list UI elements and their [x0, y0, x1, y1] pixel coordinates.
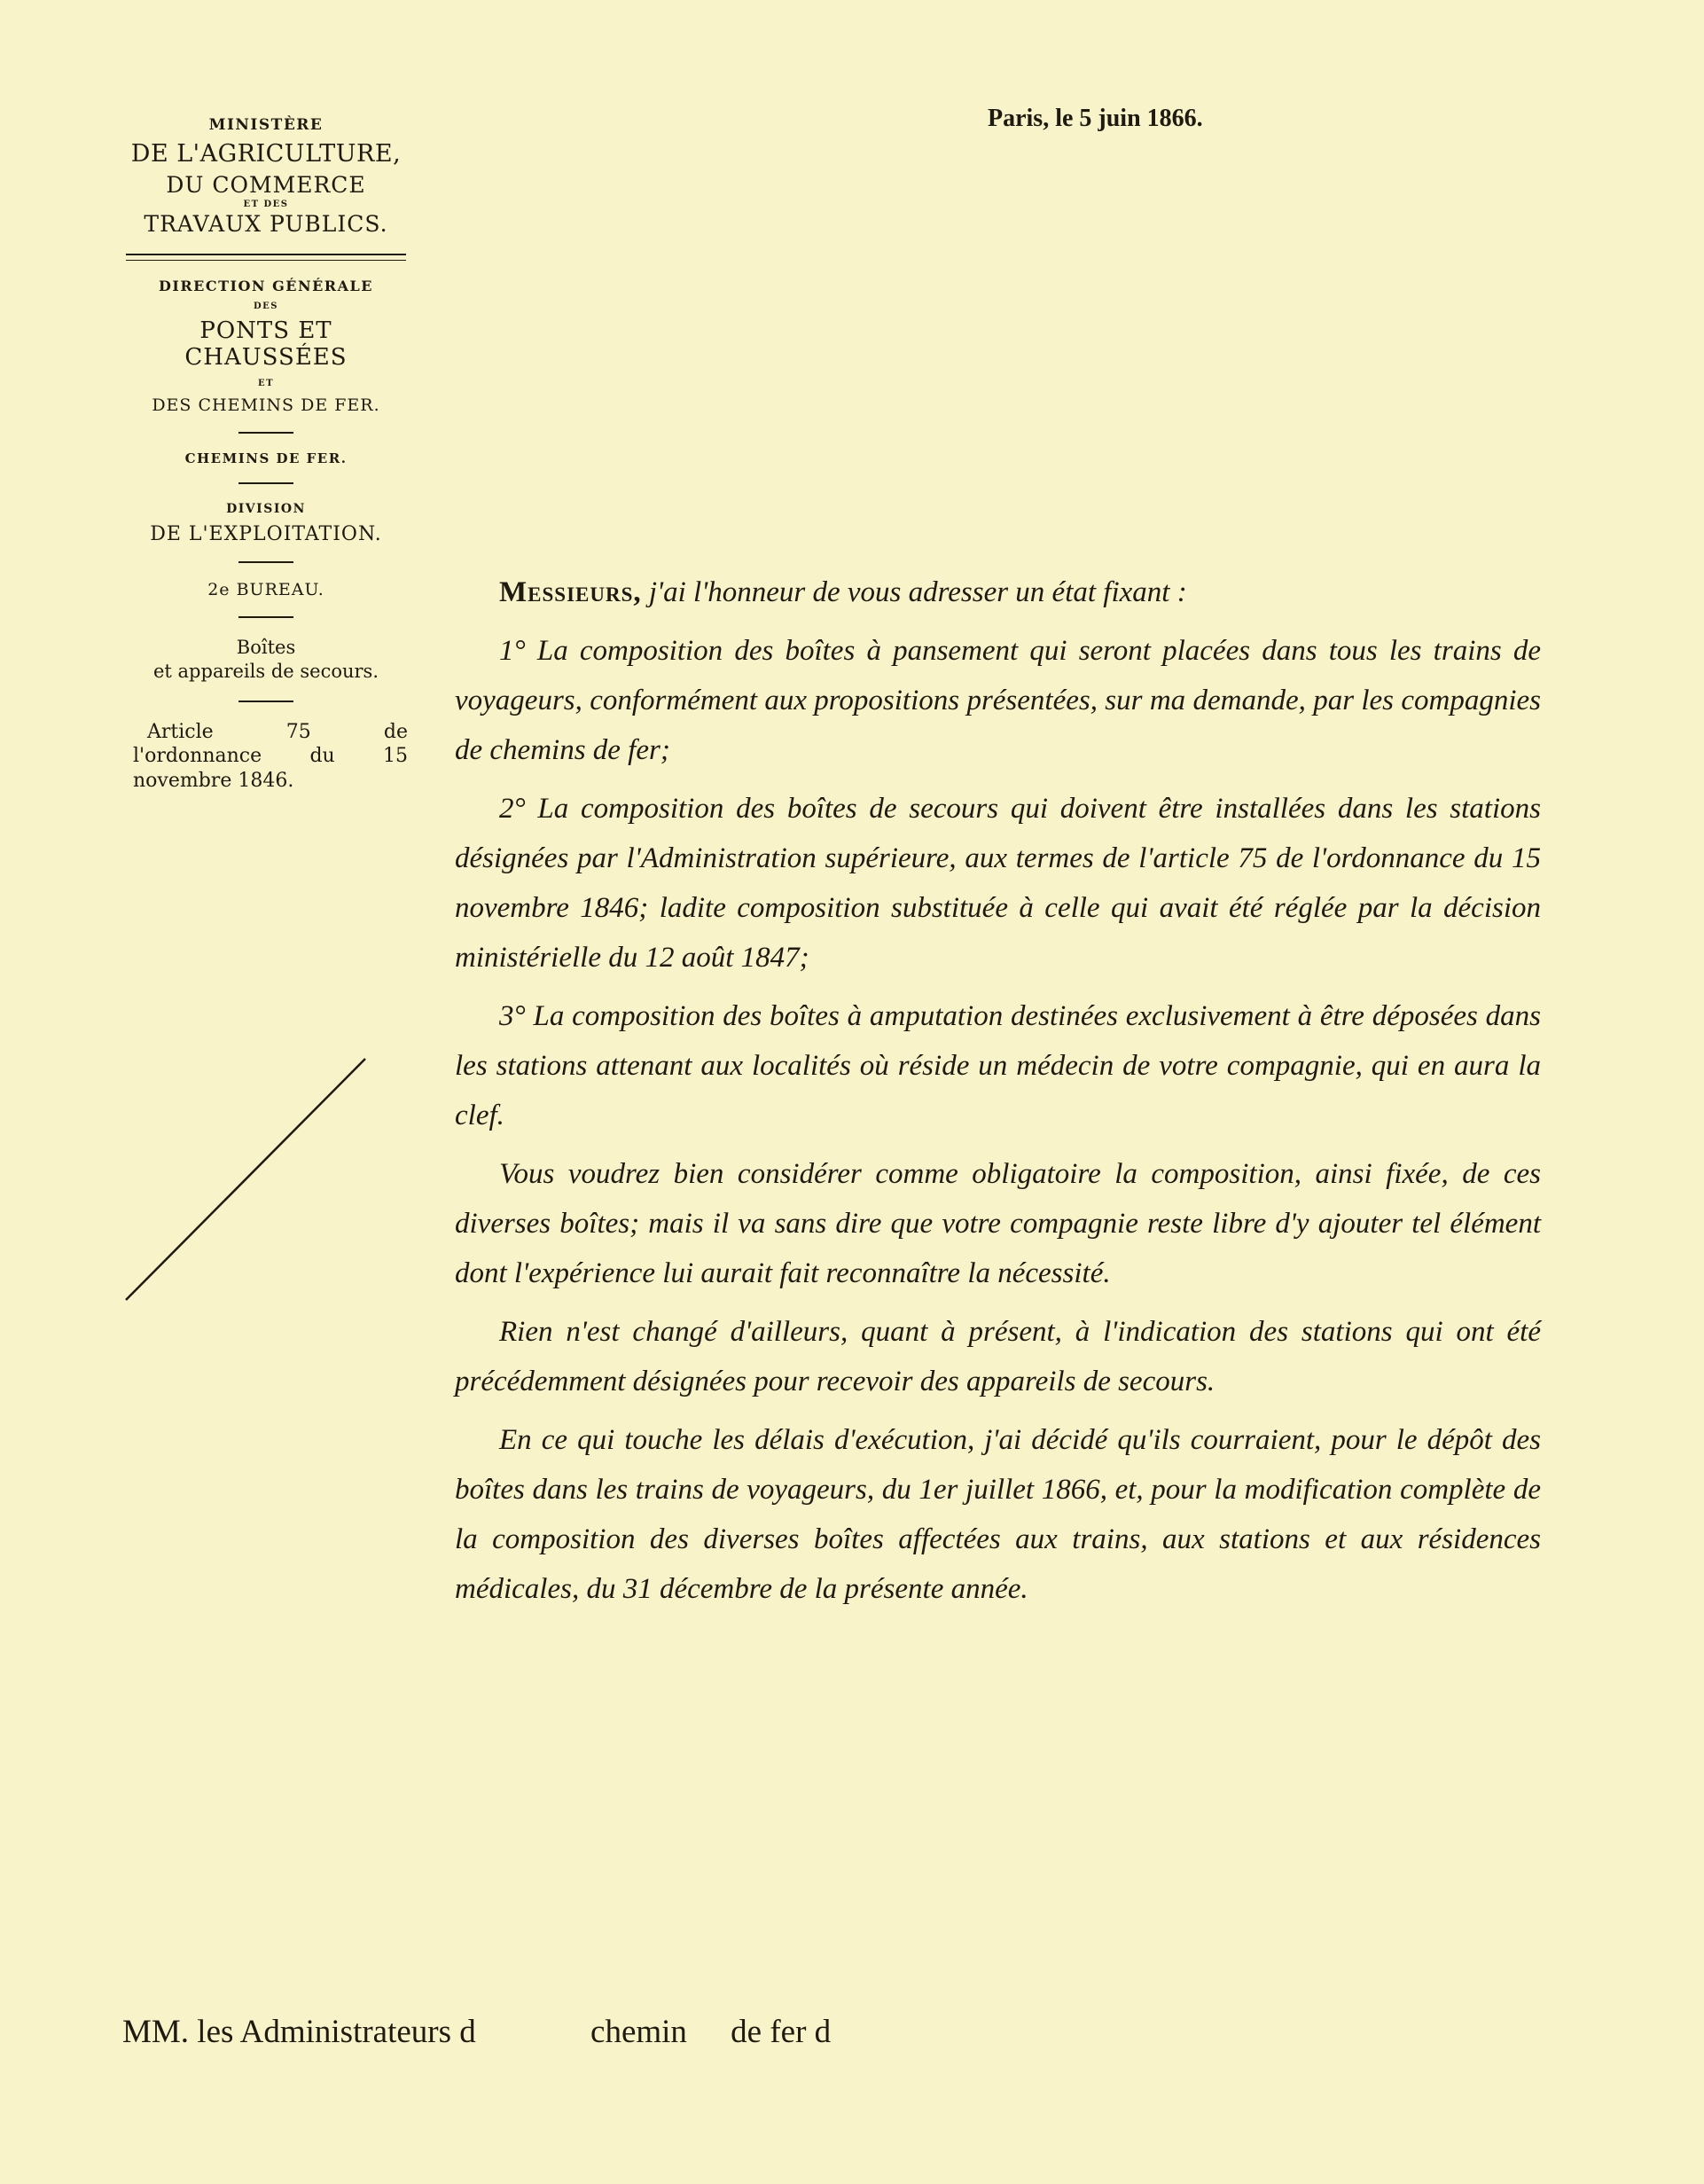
reference-note [115, 720, 417, 794]
ministry-line3: TRAVAUX PUBLICS. [144, 210, 388, 237]
salutation: Messieurs, [499, 576, 642, 608]
direction-line1: PONTS ET CHAUSSÉES [184, 317, 348, 372]
section-label: CHEMINS DE FER. [184, 450, 348, 466]
direction-line2: DES CHEMINS DE FER. [152, 395, 380, 415]
division-label: DIVISION [226, 501, 306, 516]
addressee-part1: MM. les Administrateurs d [122, 2014, 476, 2050]
subject-line2: et appareils de secours. [153, 661, 379, 683]
division-name: DE L'EXPLOITATION. [150, 522, 382, 545]
addressee-line [122, 2013, 831, 2051]
divider-rule [238, 561, 293, 563]
delays-paragraph: En ce qui touche les délais d'exécution, j'ai décidé qu'ils courraient, pour le dépôt des boîtes dans les trains de voyageurs, du 1er juillet 1866, et, pour la modification complète de la composition des diverses boîtes affectées aux trains, aux stations et aux résidences médicales, du 31 décembre de la présente année. [455, 1424, 1541, 1605]
letter-body [455, 568, 1541, 1623]
item-2: 2° La composition des boîtes de secours qui doivent être installées dans les stations désignées par l'Administration supérieure, aux termes de l'article 75 de l'ordonnance du 15 novembre 1846; ladite composition substituée à celle qui avait été réglée par la décision ministérielle du 12 août 1847; [455, 793, 1541, 974]
bureau-label: 2e BUREAU. [207, 580, 324, 600]
diagonal-stroke [122, 1055, 371, 1303]
letterhead [115, 117, 417, 793]
ministry-line2: DU COMMERCE [166, 171, 366, 198]
intro-paragraph [455, 568, 1541, 617]
stations-paragraph: Rien n'est changé d'ailleurs, quant à présent, à l'indication des stations qui ont été précédemment désignées pour recevoir des appareils de secours. [455, 1316, 1541, 1397]
direction-label: DIRECTION GÉNÉRALE [159, 277, 373, 294]
divider-rule [238, 432, 293, 434]
direction-et: ET [257, 379, 275, 389]
addressee-part3: de fer d [731, 2014, 832, 2050]
intro-text: j'ai l'honneur de vous adresser un état fixant : [648, 576, 1187, 608]
obligation-paragraph: Vous voudrez bien considérer comme obligatoire la composition, ainsi fixée, de ces diverses boîtes; mais il va sans dire que votre compagnie reste libre d'y ajouter tel élément dont l'expérience lui aurait fait reconnaître la nécessité. [455, 1158, 1541, 1289]
divider-rule [238, 701, 293, 702]
addressee-part2: chemin [590, 2014, 687, 2050]
ministry-label: MINISTÈRE [208, 116, 324, 134]
double-rule [126, 254, 406, 261]
item-3: 3° La composition des boîtes à amputation destinées exclusivement à être déposées dans les stations attenant aux localités où réside un médecin de votre compagnie, qui en aura la clef. [455, 1000, 1541, 1131]
direction-des: DES [253, 301, 278, 311]
ministry-and: ET DES [243, 200, 289, 210]
subject-line1: Boîtes [236, 637, 296, 659]
ministry-line1: DE L'AGRICULTURE, [130, 139, 402, 168]
reference-text: Article 75 de l'ordonnance du 15 novembre 1846. [133, 720, 408, 792]
item-1: 1° La composition des boîtes à pansement qui seront placées dans tous les trains de voyageurs, conformément aux propositions présentées, sur ma demande, par les compagnies de chemins de fer; [455, 635, 1541, 766]
letter-date: Paris, le 5 juin 1866. [988, 105, 1203, 132]
divider-rule [238, 616, 293, 618]
divider-rule [238, 482, 293, 484]
